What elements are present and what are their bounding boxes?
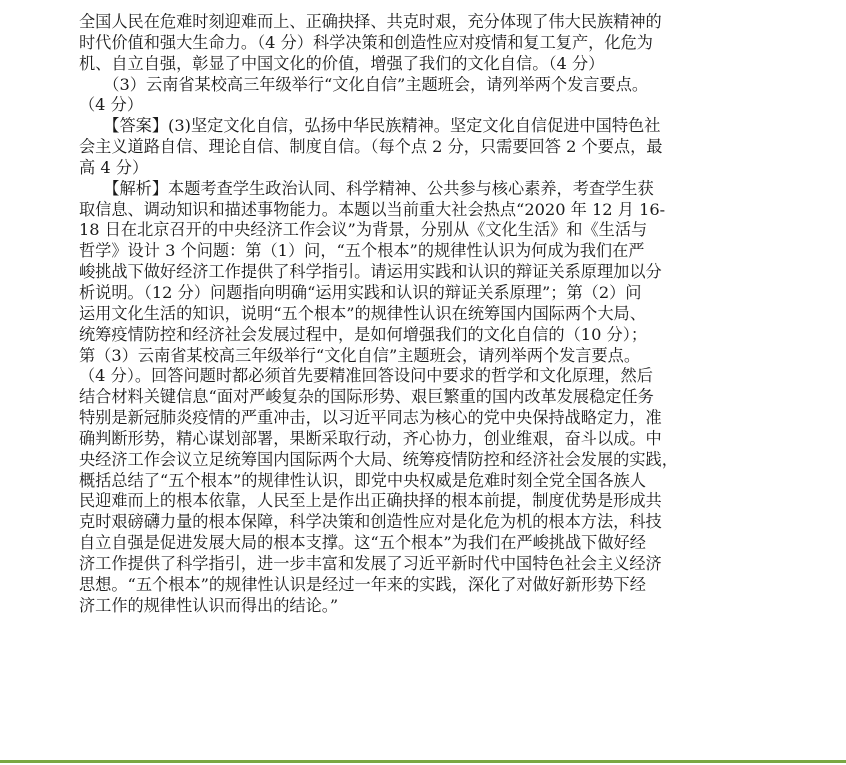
analysis-line: 确判断形势，精心谋划部署，果断采取行动，齐心协力，创业维艰，奋斗以成。中 <box>79 428 662 448</box>
analysis-line: （4 分）。回答问题时都必须首先要精准回答设问中要求的哲学和文化原理，然后 <box>79 366 653 386</box>
analysis-line: 结合材料关键信息“面对严峻复杂的国际形势、艰巨繁重的国内改革发展稳定任务 <box>79 387 654 407</box>
answer-line: 【答案】(3)坚定文化自信，弘扬中华民族精神。坚定文化自信促进中国特色社 <box>79 116 661 136</box>
question-3-score: （4 分） <box>79 95 144 115</box>
analysis-line: 概括总结了“五个根本”的规律性认识，即党中央权威是危难时刻全党全国各族人 <box>79 470 646 490</box>
analysis-line: 18 日在北京召开的中央经济工作会议”为背景，分别从《文化生活》和《生活与 <box>79 220 648 240</box>
document-text <box>79 12 799 616</box>
analysis-line: 济工作的规律性认识而得出的结论。” <box>79 595 339 615</box>
analysis-line: 析说明。（12 分）问题指向明确“运用实践和认识的辩证关系原理”；第（2）问 <box>79 282 642 302</box>
analysis-line: 统筹疫情防控和经济社会发展过程中，是如何增强我们的文化自信的（10 分）； <box>79 324 648 344</box>
analysis-line: 央经济工作会议立足统筹国内国际两个大局、统筹疫情防控和经济社会发展的实践， <box>79 449 678 469</box>
analysis-line: 自立自强是促进发展大局的根本支撑。这“五个根本”为我们在严峻挑战下做好经 <box>79 533 646 553</box>
analysis-line: 峻挑战下做好经济工作提供了科学指引。请运用实践和认识的辩证关系原理加以分 <box>79 262 662 282</box>
analysis-line: 克时艰磅礴力量的根本保障，科学决策和创造性应对是化危为机的根本方法，科技 <box>79 512 662 532</box>
footer-divider <box>0 760 846 763</box>
text-line: 全国人民在危难时刻迎难而上、正确抉择、共克时艰，充分体现了伟大民族精神的 <box>79 12 662 31</box>
question-3-line: （3）云南省某校高三年级举行“文化自信”主题班会，请列举两个发言要点。 <box>79 74 649 94</box>
analysis-line: 运用文化生活的知识，说明“五个根本”的规律性认识在统筹国内国际两个大局、 <box>79 303 646 323</box>
analysis-line: 哲学》设计 3 个问题：第（1）问，“五个根本”的规律性认识为何成为我们在严 <box>79 241 645 261</box>
text-line: 时代价值和强大生命力。（4 分）科学决策和创造性应对疫情和复工复产，化危为 <box>79 32 653 52</box>
analysis-line: 特别是新冠肺炎疫情的严重冲击，以习近平同志为核心的党中央保持战略定力，准 <box>79 408 662 428</box>
text-line: 机、自立自强，彰显了中国文化的价值，增强了我们的文化自信。（4 分） <box>79 53 605 73</box>
analysis-line: 第（3）云南省某校高三年级举行“文化自信”主题班会，请列举两个发言要点。 <box>79 345 641 365</box>
analysis-line: 济工作提供了科学指引，进一步丰富和发展了习近平新时代中国特色社会主义经济 <box>79 553 662 573</box>
answer-line: 高 4 分） <box>79 157 149 177</box>
analysis-line: 思想。“五个根本”的规律性认识是经过一年来的实践，深化了对做好新形势下经 <box>79 574 646 594</box>
analysis-line: 取信息、调动知识和描述事物能力。本题以当前重大社会热点“2020 年 12 月 16- <box>79 199 666 219</box>
analysis-line: 民迎难而上的根本依靠，人民至上是作出正确抉择的根本前提，制度优势是形成共 <box>79 491 662 511</box>
answer-line: 会主义道路自信、理论自信、制度自信。（每个点 2 分，只需要回答 2 个要点，最 <box>79 137 663 157</box>
analysis-line: 【解析】本题考查学生政治认同、科学精神、公共参与核心素养，考查学生获 <box>79 178 654 198</box>
